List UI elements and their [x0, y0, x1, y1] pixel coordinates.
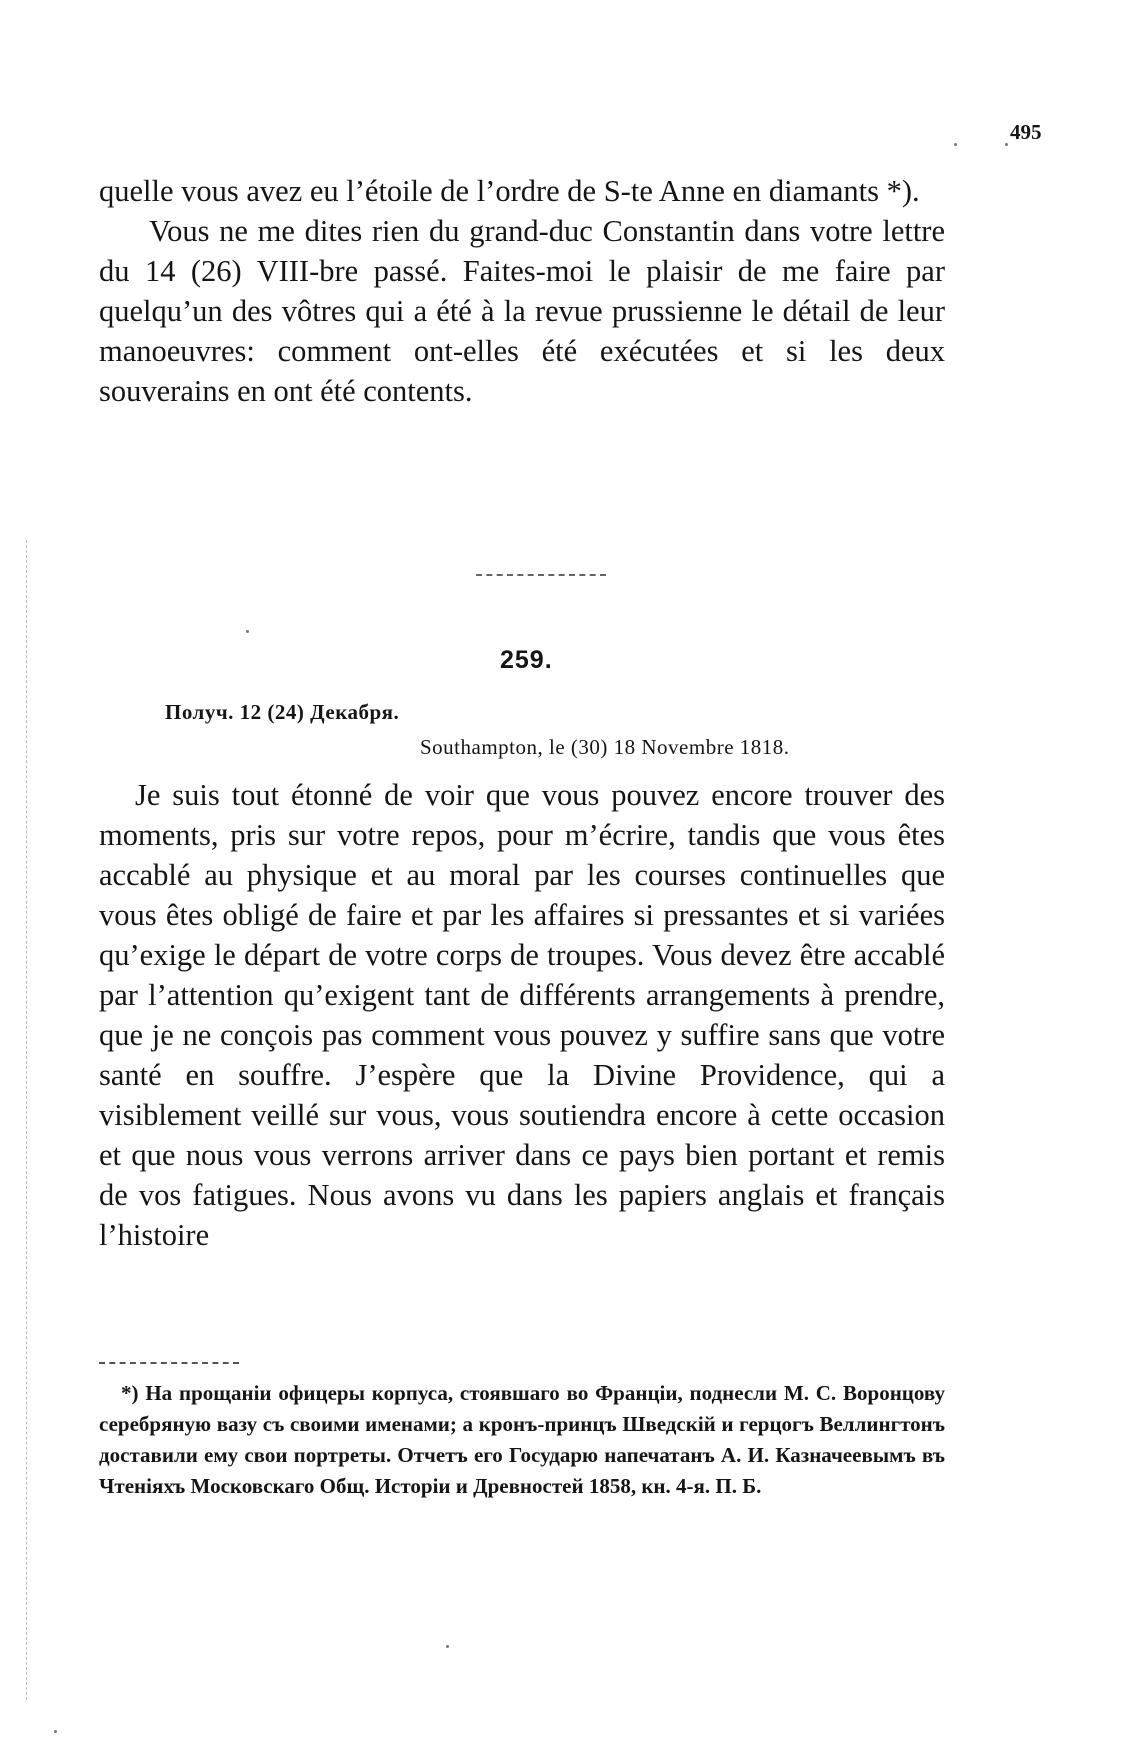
letter-dateline: Southampton, le (30) 18 Novembre 1818.: [420, 735, 790, 759]
page-number: 495: [1010, 120, 1042, 144]
top-text-block: [99, 171, 945, 411]
section-separator: [476, 574, 606, 578]
scan-speck: [446, 1645, 449, 1648]
footnote: *) На прощаніи офицеры корпуса, стоявшаго во Франціи, поднесли М. С. Воронцову серебряную вазу съ своими именами; а кронъ-принцъ Шведскій и герцогъ Веллингтонъ доставили ему свои портреты. Отчетъ его Государю напечатанъ А. И. Казначеевымъ въ Чтеніяхъ Московскаго Общ. Исторіи и Древностей 1858, кн. 4-я. П. Б.: [99, 1381, 945, 1498]
continuation-paragraph: quelle vous avez eu l’étoile de l’ordre de S-te Anne en diamants *).: [99, 174, 920, 208]
scan-speck: [1005, 143, 1008, 146]
scan-speck: [54, 1730, 57, 1733]
scan-edge-mark: [26, 540, 27, 1700]
letter-body-paragraph: Je suis tout étonné de voir que vous pouvez encore trouver des moments, pris sur votre repos, pour m’écrire, tandis que vous êtes accablé au physique et au moral par les courses continuelles que vous êtes obligé de faire et par les affaires si pressantes et si variées qu’exige le départ de votre corps de troupes. Vous devez être accablé par l’attention qu’exigent tant de différents arrangements à prendre, que je ne conçois pas comment vous pouvez y suffire sans que votre santé en souffre. J’espère que la Divine Providence, qui a visiblement veillé sur vous, vous soutiendra encore à cette occasion et que nous vous verrons arriver dans ce pays bien portant et remis de vos fatigues. Nous avons vu dans les papiers anglais et français l’histoire: [99, 778, 945, 1252]
scan-speck: [246, 630, 249, 633]
footnote-rule: [99, 1362, 239, 1364]
request-paragraph: Vous ne me dites rien du grand-duc Constantin dans votre lettre du 14 (26) VIII-bre passé. Faites-moi le plaisir de me faire par quelqu’un des vôtres qui a été à la revue prussienne le détail de leur manoeuvres: comment ont-elles été exécutées et si les deux souverains en ont été contents.: [99, 214, 945, 408]
letter-body-block: [99, 775, 945, 1255]
scan-speck: [954, 143, 957, 146]
letter-number: 259.: [500, 646, 553, 674]
received-note: Получ. 12 (24) Декабря.: [165, 700, 400, 724]
